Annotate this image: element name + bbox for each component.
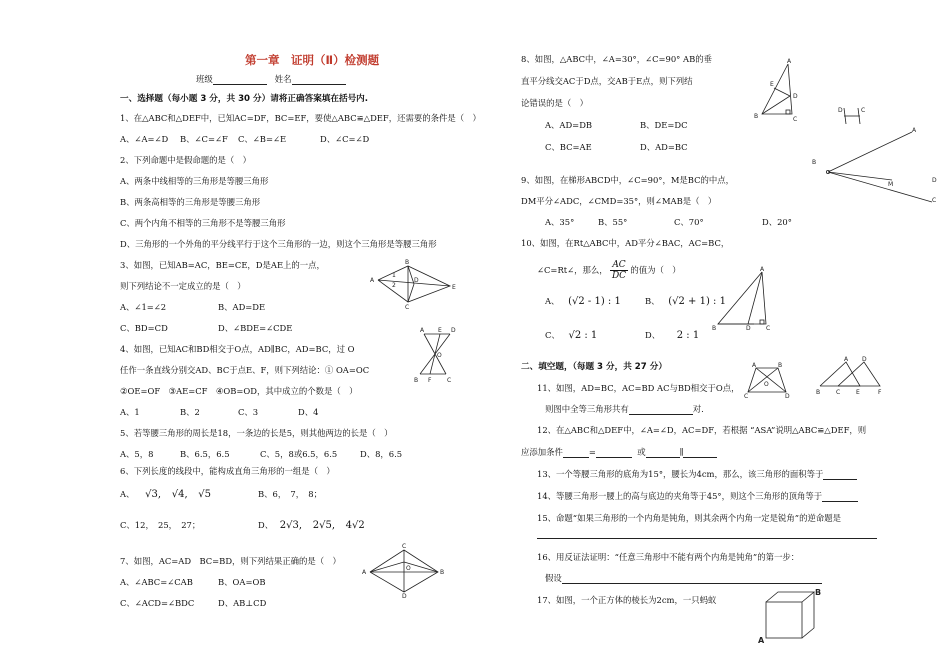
q6-d-math-2: 2√5, bbox=[312, 520, 335, 531]
q6-d-math-3: 4√2 bbox=[345, 520, 365, 531]
class-name-line bbox=[196, 74, 346, 85]
q10-a-math: (√2 - 1) : 1 bbox=[568, 296, 621, 307]
q17-cube-figure bbox=[758, 586, 822, 644]
q7-label-o: O bbox=[406, 565, 411, 572]
q12-blank-2[interactable] bbox=[596, 448, 632, 458]
q12-blank-1[interactable] bbox=[563, 448, 589, 458]
q9-option-b[interactable]: B、55° bbox=[598, 217, 628, 227]
q8-stem: 8、如图，△ABC中，∠A=30°，∠C=90° AB的垂 bbox=[521, 54, 712, 64]
q12-blank-3[interactable] bbox=[646, 448, 680, 458]
q4-option-c[interactable]: C、3 bbox=[238, 407, 259, 417]
q10-label-b: B bbox=[712, 325, 717, 332]
q9-label-c: C bbox=[932, 197, 937, 204]
q17-stem: 17、如图，一个正方体的棱长为2cm，一只蚂蚁 bbox=[537, 595, 717, 605]
q8-label-c: C bbox=[793, 116, 798, 123]
q8b-label-d: D bbox=[838, 107, 843, 114]
q9-label-m: M bbox=[888, 181, 894, 188]
q14-stem: 14、等腰三角形一腰上的高与底边的夹角等于45°，则这个三角形的顶角等于 bbox=[537, 491, 823, 501]
q3-stem: 3、如图，已知AB=AC，BE=CE，D是AE上的一点， bbox=[120, 260, 325, 270]
q3-option-d[interactable]: D、∠BDE=∠CDE bbox=[218, 323, 293, 333]
q10-option-a[interactable] bbox=[545, 296, 621, 307]
q3-figure bbox=[370, 258, 460, 310]
q7-option-d[interactable]: D、AB⊥CD bbox=[218, 598, 267, 608]
q10-c-math: √2 : 1 bbox=[568, 330, 598, 341]
q10-fraction bbox=[610, 260, 627, 281]
q1-option-d[interactable]: D、∠C=∠D bbox=[320, 134, 370, 144]
q6-option-d[interactable] bbox=[258, 520, 365, 531]
q8b-figure bbox=[838, 104, 868, 128]
q3-label-a: A bbox=[370, 277, 375, 284]
q8-label-b: B bbox=[754, 113, 759, 120]
q4-label-f: F bbox=[428, 377, 432, 384]
q7-label-c: C bbox=[402, 543, 407, 550]
q9-option-d[interactable]: D、20° bbox=[762, 217, 792, 227]
q1-option-a[interactable]: A、∠A=∠D bbox=[120, 134, 169, 144]
q8-option-a[interactable]: A、AD=DB bbox=[545, 120, 593, 130]
q5-option-a[interactable]: A、5，8 bbox=[120, 449, 154, 459]
q4-stem: 4、如图，已知AC和BD相交于O点，AD∥BC，AD=BC，过 O bbox=[120, 344, 355, 354]
q12-stem2 bbox=[521, 447, 717, 458]
q10-b-label: B、 bbox=[645, 296, 660, 306]
section1-heading: 一、选择题（每小题 3 分，共 30 分）请将正确答案填在括号内. bbox=[120, 94, 369, 104]
q1-option-c[interactable]: C、∠B=∠E bbox=[238, 134, 287, 144]
q6-stem: 6、下列长度的线段中，能构成直角三角形的一组是（ ） bbox=[120, 466, 335, 476]
q6-d-math-1: 2√3, bbox=[279, 520, 303, 531]
q7-label-b: B bbox=[440, 569, 445, 576]
q15-answer-line[interactable] bbox=[537, 528, 877, 539]
q11-stem2b: 对. bbox=[692, 404, 704, 414]
q10-frac-num: AC bbox=[612, 260, 626, 270]
q4-label-c: C bbox=[447, 377, 452, 384]
q10-stem2 bbox=[537, 259, 681, 281]
q11-stem2a: 则图中全等三角形共有 bbox=[545, 404, 629, 414]
q5-option-b[interactable]: B、6.5，6.5 bbox=[180, 449, 230, 459]
q4-option-d[interactable]: D、4 bbox=[298, 407, 319, 417]
q9-figure bbox=[808, 126, 940, 206]
q9-stem2: DM平分∠ADC，∠CMD=35°，则∠MAB是（ ） bbox=[521, 196, 717, 206]
q8-label-d: D bbox=[793, 93, 798, 100]
q5-option-c[interactable]: C、5，8或6.5，6.5 bbox=[260, 449, 338, 459]
q3-label-c: C bbox=[405, 304, 410, 311]
q11a-label-a: A bbox=[752, 362, 757, 369]
q4-label-e: E bbox=[438, 327, 442, 334]
q12-stem: 12、在△ABC和△DEF中，∠A=∠D，AC=DF，若根据 “ASA”说明△ABC≌△DEF，则 bbox=[537, 425, 867, 435]
q11a-figure bbox=[744, 362, 790, 398]
q10-stem2b: 的值为（ ） bbox=[630, 265, 681, 275]
section2-heading: 二、填空题，（每题 3 分，共 27 分） bbox=[521, 362, 667, 372]
q11-stem2 bbox=[545, 404, 704, 415]
q8-label-a: A bbox=[787, 58, 792, 65]
class-label: 班级 bbox=[196, 74, 213, 84]
q10-figure bbox=[708, 266, 778, 332]
q12-stem2c: 或 bbox=[637, 447, 646, 457]
q8-option-b[interactable]: B、DE=DC bbox=[640, 120, 688, 130]
q12-stem2b: = bbox=[588, 447, 596, 457]
q11b-label-e: E bbox=[856, 389, 860, 396]
q7-stem: 7、如图，AC=AD BC=BD，则下列结果正确的是（ ） bbox=[120, 556, 341, 566]
q8-stem3: 论错误的是（ ） bbox=[521, 98, 588, 108]
q7-figure bbox=[362, 542, 448, 598]
page-title: 第一章 证明（Ⅱ）检测题 bbox=[245, 53, 380, 67]
q4-option-a[interactable]: A、1 bbox=[120, 407, 140, 417]
q6-a-label: A、 bbox=[120, 489, 135, 499]
q11b-label-f: F bbox=[878, 389, 882, 396]
q14-line bbox=[537, 491, 858, 502]
q7-label-d: D bbox=[402, 593, 407, 600]
q4-figure bbox=[410, 326, 460, 386]
q10-label-c: C bbox=[766, 325, 771, 332]
q11b-label-a: A bbox=[844, 356, 849, 363]
q11b-label-d: D bbox=[862, 356, 867, 363]
q10-d-label: D、 bbox=[645, 330, 661, 340]
q7-label-a: A bbox=[362, 569, 367, 576]
q8-option-d[interactable]: D、AD=BC bbox=[640, 142, 688, 152]
q11b-label-c: C bbox=[836, 389, 841, 396]
q9-stem: 9、如图，在梯形ABCD中，∠C=90°，M是BC的中点， bbox=[521, 175, 735, 185]
q8-stem2: 直平分线交AC于D点，交AB于E点，则下列结 bbox=[521, 76, 693, 86]
q6-option-a[interactable] bbox=[120, 489, 211, 500]
q8-figure bbox=[752, 58, 812, 128]
q7-option-c[interactable]: C、∠ACD=∠BDC bbox=[120, 598, 195, 608]
q10-option-d[interactable] bbox=[645, 330, 699, 341]
q10-d-math: 2 : 1 bbox=[676, 330, 700, 341]
q2-option-d[interactable]: D、三角形的一个外角的平分线平行于这个三角形的一边，则这个三角形是等腰三角形 bbox=[120, 239, 437, 249]
q4-label-o: O bbox=[437, 352, 442, 359]
q12-stem2d: ∥ bbox=[679, 447, 684, 457]
q11-answer-blank[interactable] bbox=[629, 405, 693, 415]
q15-stem: 15、命题“如果三角形的一个内角是钝角，则其余两个内角一定是锐角”的逆命题是 bbox=[537, 513, 841, 523]
q8-label-e: E bbox=[770, 81, 774, 88]
q11b-figure bbox=[814, 356, 886, 398]
q3-stem2: 则下列结论不一定成立的是（ ） bbox=[120, 281, 246, 291]
q6-d-label: D、 bbox=[258, 520, 274, 530]
q9-label-d: D bbox=[932, 177, 937, 184]
name-blank[interactable] bbox=[292, 75, 346, 85]
q11a-label-o: O bbox=[764, 381, 769, 388]
q11-stem: 11、如图，AD=BC，AC=BD AC与BD相交于O点， bbox=[537, 383, 740, 393]
q16-answer-blank[interactable] bbox=[562, 574, 822, 584]
q10-option-c[interactable] bbox=[545, 330, 597, 341]
q13-stem: 13、一个等腰三角形的底角为15°，腰长为4cm，那么，该三角形的面积等于 bbox=[537, 469, 824, 479]
q6-a-math-2: √4, bbox=[171, 489, 188, 500]
class-blank[interactable] bbox=[213, 75, 267, 85]
q9-option-a[interactable]: A、35° bbox=[545, 217, 575, 227]
q12-blank-4[interactable] bbox=[683, 448, 717, 458]
q5-option-d[interactable]: D、8，6.5 bbox=[360, 449, 403, 459]
q14-answer-blank[interactable] bbox=[822, 492, 858, 502]
q12-stem2a: 应添加条件 bbox=[521, 447, 563, 457]
q2-option-a[interactable]: A、两条中线相等的三角形是等腰三角形 bbox=[120, 176, 269, 186]
q13-line bbox=[537, 469, 857, 480]
q11b-label-b: B bbox=[816, 389, 821, 396]
q13-answer-blank[interactable] bbox=[823, 470, 857, 480]
q3-label-b: B bbox=[405, 259, 410, 266]
q11a-label-c: C bbox=[744, 393, 749, 400]
q4-stem2: 任作一条直线分别交AD、BC于点E、F，则下列结论：① OA=OC bbox=[120, 365, 370, 375]
q4-stem3: ②OE=OF ③AE=CF ④OB=OD，其中成立的个数是（ ） bbox=[120, 386, 358, 396]
q2-stem: 2、下列命题中是假命题的是（ ） bbox=[120, 155, 251, 165]
q1-stem: 1、在△ABC和△DEF中，已知AC=DF，BC=EF，要使△ABC≌△DEF，还需要的条件是（ ） bbox=[120, 113, 481, 123]
q16-stem2-line bbox=[545, 573, 822, 584]
q10-a-label: A、 bbox=[545, 296, 560, 306]
q3-label-e: E bbox=[452, 284, 456, 291]
q17-label-a: A bbox=[758, 636, 765, 645]
q11a-label-b: B bbox=[778, 362, 783, 369]
q10-c-label: C、 bbox=[545, 330, 560, 340]
q8-option-c[interactable]: C、BC=AE bbox=[545, 142, 592, 152]
q4-option-b[interactable]: B、2 bbox=[180, 407, 200, 417]
q6-a-math-3: √5 bbox=[198, 489, 212, 500]
q3-label-2: 2 bbox=[392, 282, 396, 289]
q4-label-d: D bbox=[451, 327, 456, 334]
q4-label-b: B bbox=[414, 377, 419, 384]
name-label: 姓名 bbox=[274, 74, 292, 84]
q10-stem: 10、如图，在Rt△ABC中，AD平分∠BAC，AC=BC， bbox=[521, 238, 730, 248]
q2-option-b[interactable]: B、两条高相等的三角形是等腰三角形 bbox=[120, 197, 261, 207]
q6-option-b[interactable]: B、6， 7， 8； bbox=[258, 489, 322, 499]
q17-label-b: B bbox=[815, 588, 822, 597]
q2-option-c[interactable]: C、两个内角不相等的三角形不是等腰三角形 bbox=[120, 218, 286, 228]
q9-label-b: B bbox=[812, 159, 817, 166]
q3-option-c[interactable]: C、BD=CD bbox=[120, 323, 168, 333]
q5-stem: 5、若等腰三角形的周长是18，一条边的长是5，则其他两边的长是（ ） bbox=[120, 428, 393, 438]
q16-stem: 16、用反证法证明：“任意三角形中不能有两个内角是钝角”的第一步： bbox=[537, 552, 800, 562]
q3-option-b[interactable]: B、AD=DE bbox=[218, 302, 266, 312]
q10-stem2a: ∠C=Rt∠，那么， bbox=[537, 265, 608, 275]
q6-option-c[interactable]: C、12， 25， 27； bbox=[120, 520, 201, 530]
q3-label-1: 1 bbox=[392, 272, 396, 279]
q8b-label-c: C bbox=[861, 107, 866, 114]
q10-label-a: A bbox=[760, 266, 765, 273]
q7-option-a[interactable]: A、∠ABC=∠CAB bbox=[120, 577, 193, 587]
q1-option-b[interactable]: B、∠C=∠F bbox=[180, 134, 228, 144]
q16-stem2: 假设 bbox=[545, 573, 562, 583]
q9-label-a: A bbox=[912, 127, 917, 134]
q10-label-d: D bbox=[746, 325, 751, 332]
q9-option-c[interactable]: C、70° bbox=[674, 217, 704, 227]
q10-b-math: (√2 + 1) : 1 bbox=[668, 296, 726, 307]
q6-a-math-1: √3, bbox=[145, 489, 162, 500]
q11a-label-d: D bbox=[785, 393, 790, 400]
q10-frac-den: DC bbox=[611, 271, 627, 281]
q4-label-a: A bbox=[420, 327, 425, 334]
q3-option-a[interactable]: A、∠1=∠2 bbox=[120, 302, 167, 312]
q3-label-d: D bbox=[414, 277, 419, 284]
q7-option-b[interactable]: B、OA=OB bbox=[218, 577, 266, 587]
